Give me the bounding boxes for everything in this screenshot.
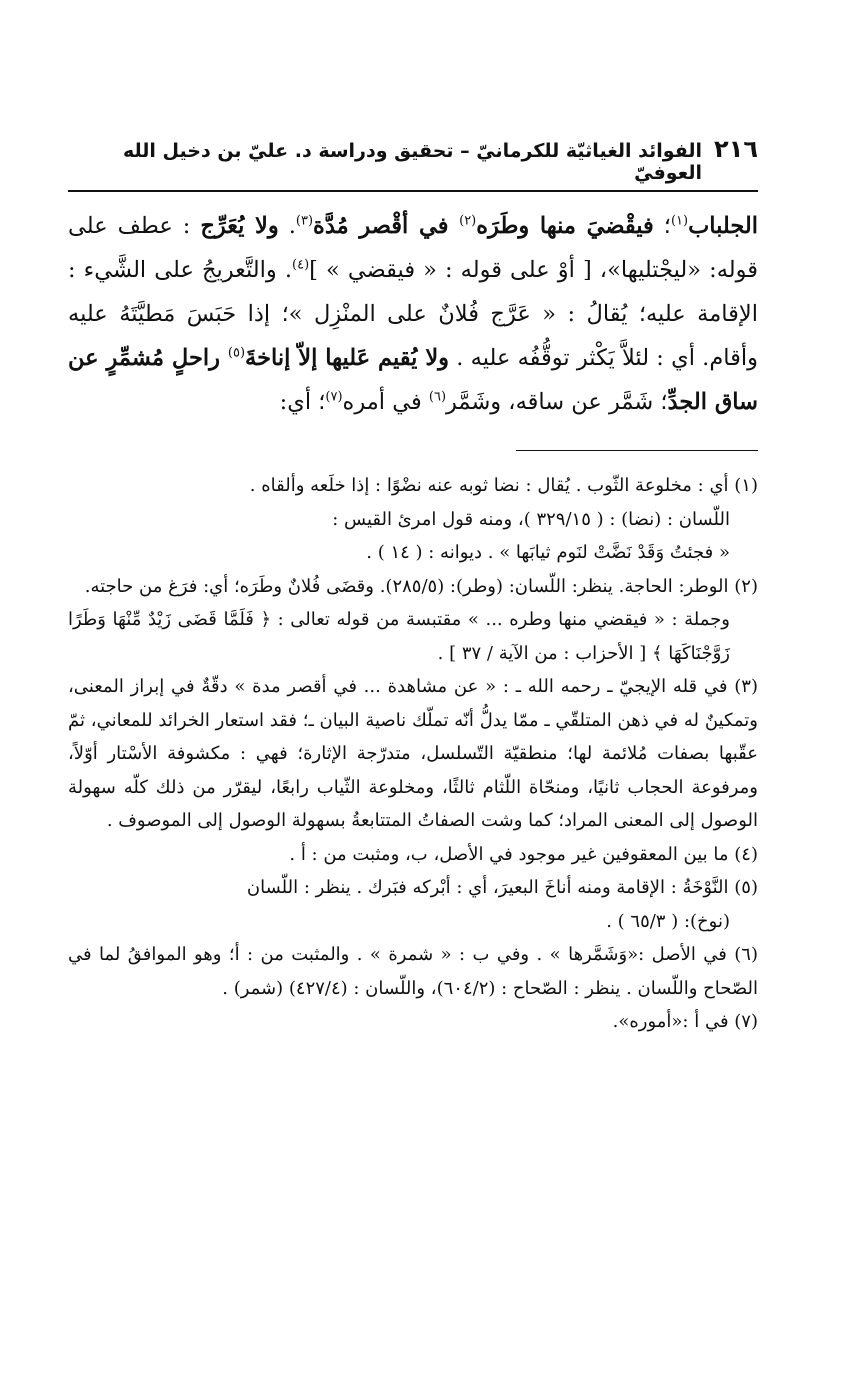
text-segment: في أقْصر مُدَّة [313,213,460,239]
text-segment: ؛ أي: [279,389,326,415]
text-segment: في أمره [342,389,429,415]
main-text [68,204,758,424]
main-paragraph [68,204,758,424]
footnote-ref[interactable]: (٦) [428,389,447,405]
footnote-3: (٣) في قله الإيجيّ ـ رحمه الله ـ : « عن مشاهدة ... في أقصر مدة » دقّةٌ في إبراز المعنى، وتمكينٌ له في ذهن المتلقّي ـ ممّا يدلُّ أنّه تملّك ناصية البيان ـ؛ فقد استعار الخرائد للمعاني، ثمّ عقّبها بصفات مُلائمة لها؛ منطقيّة التّسلسل، متدرّجة الإثارة؛ فهي : مكشوفة الأسْتار أوّلاً، ومرفوعة الحجاب ثانيًا، ومنحّاة اللّثام ثالثًا، ومخلوعة الثّياب رابعًا، ليقرّر من ذلك كلّه سهولة الوصول إلى المعنى المراد؛ كما وشت الصفاتُ المتتابعةُ بسهولة الوصول إلى الموصوف . [68,676,758,831]
footnote-5: (٥) النَّوْخَةُ : الإقامة ومنه أناخَ البعيرَ، أي : أبْركه فبَرك . ينظر : اللّسان [246,877,758,898]
text-segment: ولا يُعَرِّج [200,213,279,239]
footnote-separator [516,450,758,451]
text-segment: ؛ [653,213,671,239]
footnote-6: (٦) في الأصل :«وَشَمَّرها » . وفي ب : « شمرة » . والمثبت من : أ؛ وهو الموافقُ لما في الصّحاح واللّسان . ينظر : الصّحاح : (٦٠٤/٢)، واللّسان : (٤٢٧/٤) (شمر) . [68,944,758,999]
running-title: الفوائد الغياثيّة للكرمانيّ – تحقيق ودراسة د. عليّ بن دخيل الله العوفيّ [123,140,703,184]
footnote-ref[interactable]: (٤) [292,257,310,273]
footnotes [68,469,758,1039]
footnote-1-verse: « فجئتُ وَقَدْ نَضَّتْ لنَوم ثيابَها » . ديوانه : ( ١٤ ) . [366,542,730,563]
footnote-7: (٧) في أ :«أموره». [612,1011,758,1032]
footnote-4: (٤) ما بين المعقوفين غير موجود في الأصل، ب، ومثبت من : أ . [289,843,758,865]
text-segment: فيقْضيَ منها وطَرَه [476,213,654,239]
text-segment: . والتَّعريجُ على الشَّيء : الإقامة عليه؛ يُقالُ : « عَرَّج فُلانٌ على المنْزِل »؛ إذا حَبَسَ مَطيَّتَهُ عليه وأقام. أي : لئلاَّ يَكْثر توقُّفُه عليه . [68,257,758,371]
text-segment: : عطف على قوله: «ليجْتليها»، [ أوْ على قوله : « فيقضي » ] [68,213,758,283]
footnote-1: (١) أي : مخلوعة الثّوب . يُقال : نضا ثوبه عنه نضْوًا : إذا خلَعه وألقاه . [249,475,758,496]
footnote-2-line-2: وجملة : « فيقضي منها وطره ... » مقتبسة من قوله تعالى : ﴿ فَلَمَّا قَضَى زَيْدٌ مِّنْهَا وَطَرًا زَوَّجْنَاكَهَا ﴾ [ الأحزاب : من الآية / ٣٧ ] . [68,609,730,664]
footnote-ref[interactable]: (٥) [227,345,246,361]
footnote-ref[interactable]: (٣) [295,213,314,229]
text-segment: . [278,213,296,239]
header-rule [68,190,758,192]
book-page [68,135,758,1039]
footnote-1-line-2: اللّسان : (نضا) : ( ٣٢٩/١٥ )، ومنه قول امرئ القيس : [332,508,730,530]
text-segment: ؛ شَمَّر عن ساقه، وشَمَّر [446,389,668,415]
text-segment: راحلٍ مُشمِّرٍ عن ساق الجدِّ [68,345,758,415]
text-segment: الجلباب [688,213,758,239]
footnote-5-line-2: (نوخ): ( ٦٥/٣ ) . [606,910,730,932]
footnote-2: (٢) الوطر: الحاجة. ينظر: اللّسان: (وطر): (٢٨٥/٥). وقضَى فُلانٌ وطَرَه؛ أي: فرَغ من حاجته. [84,575,758,597]
footnote-ref[interactable]: (٢) [459,213,477,229]
footnote-ref[interactable]: (٧) [325,389,343,405]
text-segment: ولا يُقيم عَليها إلاّ إناخةَ [245,345,450,371]
page-number: ٢١٦ [714,135,758,163]
running-header [68,135,758,190]
footnote-ref[interactable]: (١) [670,213,689,229]
